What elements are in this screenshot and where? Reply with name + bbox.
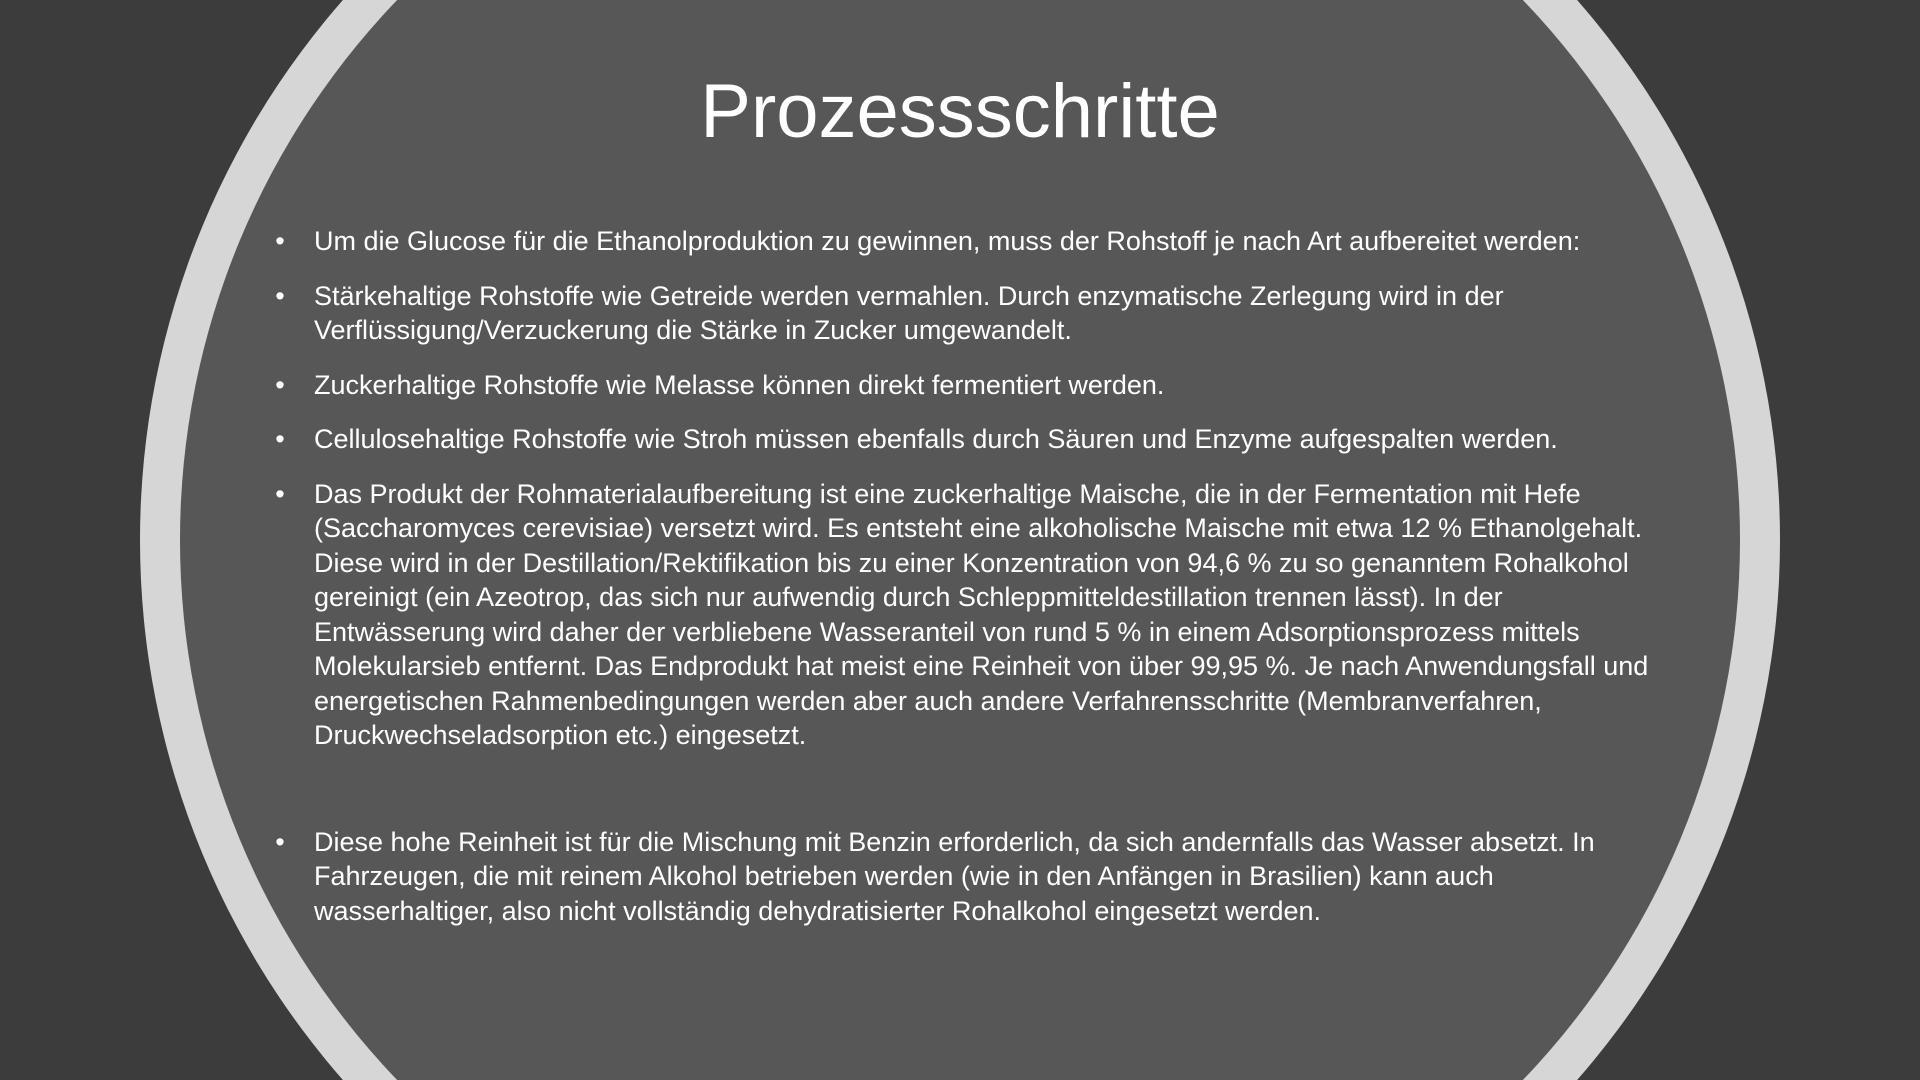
bullet-item [270,477,1670,753]
bullet-dot: • [275,826,285,857]
bullet-text: Cellulosehaltige Rohstoffe wie Stroh müssen ebenfalls durch Säuren und Enzyme aufgespalten werden. [314,424,1558,454]
bullet-item [270,825,1670,929]
bullet-dot: • [275,280,285,311]
bullet-item [270,368,1670,403]
bullet-item [270,279,1670,348]
bullet-dot: • [275,226,285,256]
bullet-list [270,224,1670,948]
slide-title: Prozessschritte [700,69,1220,154]
bullet-text: Das Produkt der Rohmaterialaufbereitung ist eine zuckerhaltige Maische, die in der Fermentation mit Hefe (Saccharomyces cerevisiae) versetzt wird. Es entsteht eine alkoholische Maische mit etwa 12 % Ethanolgehalt. Diese wird in der Destillation/Rektifikation bis zu einer Konzentration von 94,6 % zu so genanntem Rohalkohol gereinigt (ein Azeotrop, das sich nur aufwendig durch Schleppmitteldestillation trennen lässt). In der Entwässerung wird daher der verbliebene Wasseranteil von rund 5 % in einem Adsorptionsprozess mittels Molekularsieb entfernt. Das Endprodukt hat meist eine Reinheit von über 99,95 %. Je nach Anwendungsfall und energetischen Rahmenbedingungen werden aber auch andere Verfahrensschritte (Membranverfahren, Druckwechseladsorption etc.) eingesetzt. [314,478,1649,750]
bullet-dot: • [275,478,285,509]
bullet-item [270,422,1670,457]
bullet-text: Stärkehaltige Rohstoffe wie Getreide werden vermahlen. Durch enzymatische Zerlegung wird in der Verflüssigung/Verzuckerung die Stärke in Zucker umgewandelt. [314,280,1504,345]
bullet-text: Diese hohe Reinheit ist für die Mischung mit Benzin erforderlich, da sich andernfalls das Wasser absetzt. In Fahrzeugen, die mit reinem Alkohol betrieben werden (wie in den Anfängen in Brasilien) kann auch wasserhaltiger, also nicht vollständig dehydratisierter Rohalkohol eingesetzt werden. [314,826,1595,926]
bullet-dot: • [275,369,285,400]
bullet-dot: • [275,424,285,454]
bullet-text: Um die Glucose für die Ethanolproduktion zu gewinnen, muss der Rohstoff je nach Art aufbereitet werden: [314,226,1581,256]
bullet-text: Zuckerhaltige Rohstoffe wie Melasse können direkt fermentiert werden. [314,369,1165,400]
bullet-item [270,224,1670,259]
